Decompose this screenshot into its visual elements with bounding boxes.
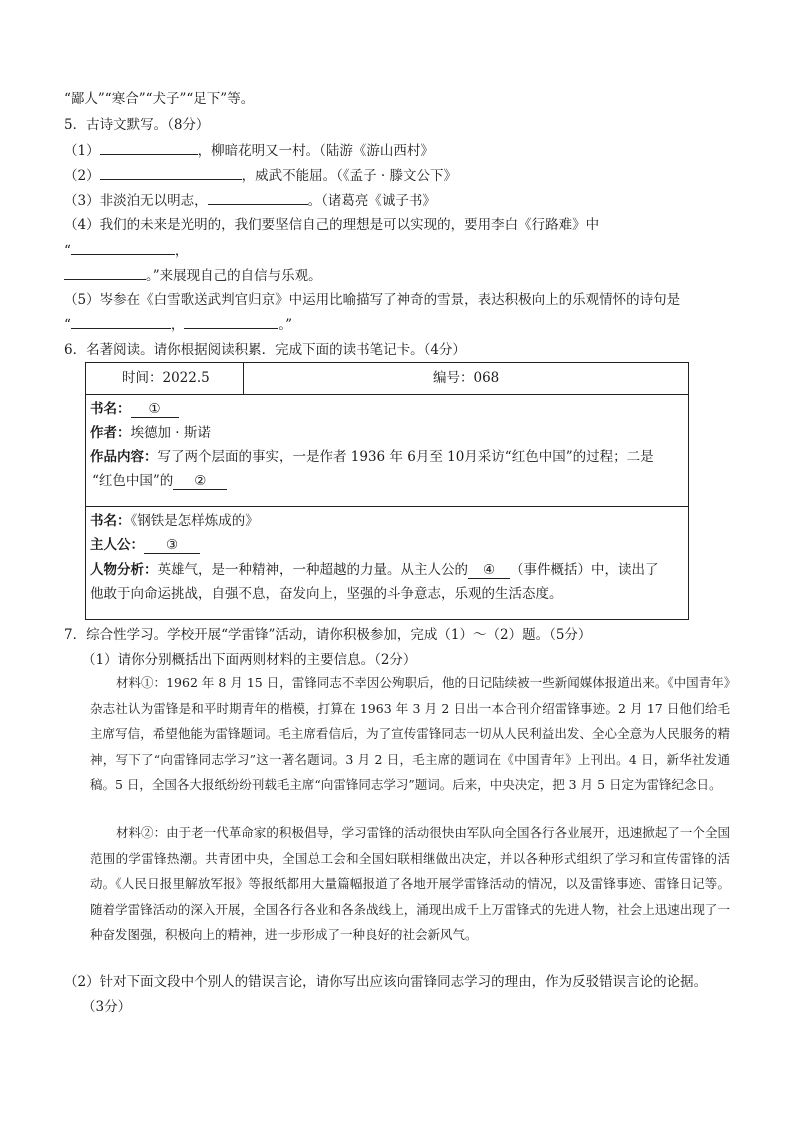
q5-item-4-blank-b: 。”来展现自己的自信与乐观。	[64, 265, 322, 286]
q5-item-2: （2） ，威武不能屈。（《孟子 · 滕文公下》	[64, 165, 457, 186]
q5-item-5-blanks: “ ， 。”	[64, 314, 292, 335]
top-line: “鄙人”“寒合”“犬子”“足下”等。	[64, 91, 255, 107]
author-row: 作者：埃德加 · 斯诺	[90, 425, 211, 441]
card-time: 时间：2022.5	[122, 370, 210, 386]
material-1: 材料①：1962 年 8 月 15 日，雷锋同志不幸因公殉职后，他的日记陆续被一些新闻媒体报道出来。《中国青年》杂志社认为雷锋是和平时期青年的楷模，打算在 1963 年 3 月 2 日出一本合刊介绍雷锋事迹。2 月 17 日他们给毛主席写信，希望他能为雷锋题词。毛主席看信后，为了宣传雷锋同志一切从人民利益出发、全心全意为人民服务的精神，写下了“向雷锋同志学习”这一著名题词。3 月 2 日，毛主席的题词在《中国青年》上刊出。4 日，新华社发通稿。5 日，全国各大报纸纷纷刊载毛主席“向雷锋同志学习”题词。后来，中央决定，把 3 月 5 日定为雷锋纪念日。	[90, 675, 730, 792]
book1-row: 书名： ①	[90, 399, 179, 419]
analysis-row: 人物分析：英雄气，是一种精神，一种超越的力量。从主人公的 ④ （事件概括）中，读出了	[90, 562, 659, 578]
material-2: 材料②：由于老一代革命家的积极倡导，学习雷锋的活动很快由军队向全国各行各业展开，迅速掀起了一个全国范围的学雷锋热潮。共青团中央，全国总工会和全国妇联相继做出决定，并以各种形式组织了学习和宣传雷锋的活动。《人民日报里解放军报》等报纸都用大量篇幅报道了各地开展学雷锋活动的情况，以及雷锋事迹、雷锋日记等。随着学雷锋活动的深入开展，全国各行各业和各条战线上，涌现出成千上万雷锋式的先进人物，社会上迅速出现了一种奋发图强，积极向上的精神，进一步形成了一种良好的社会新风气。	[90, 825, 730, 942]
answer-blank[interactable]	[100, 165, 242, 180]
q7-sub2: （2）针对下面文段中个别人的错误言论，请你写出应该向雷锋同志学习的理由，作为反驳错误言论的论据。	[64, 974, 708, 990]
card-number: 编号：068	[433, 370, 500, 386]
q5-item-4-blank-a: “ ，	[64, 240, 188, 261]
answer-blank[interactable]	[71, 314, 171, 329]
blank-2[interactable]: ②	[173, 474, 227, 490]
q6-title: 6．名著阅读。请你根据阅读积累．完成下面的读书笔记卡。（4分）	[64, 342, 466, 358]
answer-blank[interactable]	[184, 314, 278, 329]
q7-sub1: （1）请你分别概括出下面两则材料的主要信息。（2分）	[82, 652, 417, 668]
content-row: 作品内容：写了两个层面的事实，一是作者 1936 年 6月至 10月采访“红色中国”的过程；二是	[90, 449, 654, 465]
book2-row: 书名：《钢铁是怎样炼成的》	[90, 513, 259, 529]
blank-3[interactable]: ③	[144, 538, 200, 554]
reading-note-card	[85, 362, 689, 620]
answer-blank[interactable]	[208, 190, 308, 205]
blank-1[interactable]: ①	[131, 402, 179, 418]
answer-blank[interactable]	[100, 140, 198, 155]
q5-title: 5．古诗文默写。（8分）	[64, 117, 210, 133]
q5-item-5: （5）岑参在《白雪歌送武判官归京》中运用比喻描写了神奇的雪景，表达积极向上的乐观情怀的诗句是	[64, 292, 681, 308]
q5-item-3: （3）非淡泊无以明志， 。（诸葛亮《诚子书》	[64, 190, 436, 211]
analysis-row-2: 他敢于向命运挑战，自强不息，奋发向上，坚强的斗争意志，乐观的生活态度。	[90, 586, 563, 602]
answer-blank[interactable]	[71, 240, 175, 255]
q5-item-1: （1） ，柳暗花明又一村。（陆游《游山西村》	[64, 140, 434, 161]
q5-item-4: （4）我们的未来是光明的，我们要坚信自己的理想是可以实现的，要用李白《行路难》中	[64, 217, 600, 233]
q7-sub2-score: （3分）	[82, 999, 132, 1015]
answer-blank[interactable]	[64, 265, 146, 280]
blank-4[interactable]: ④	[468, 563, 510, 579]
content-row-2: “红色中国”的 ②	[92, 471, 227, 491]
q7-title: 7．综合性学习。学校开展“学雷锋”活动，请你积极参加，完成（1）～（2）题。（5分）	[64, 627, 592, 643]
hero-row: 主人公： ③	[90, 535, 200, 555]
